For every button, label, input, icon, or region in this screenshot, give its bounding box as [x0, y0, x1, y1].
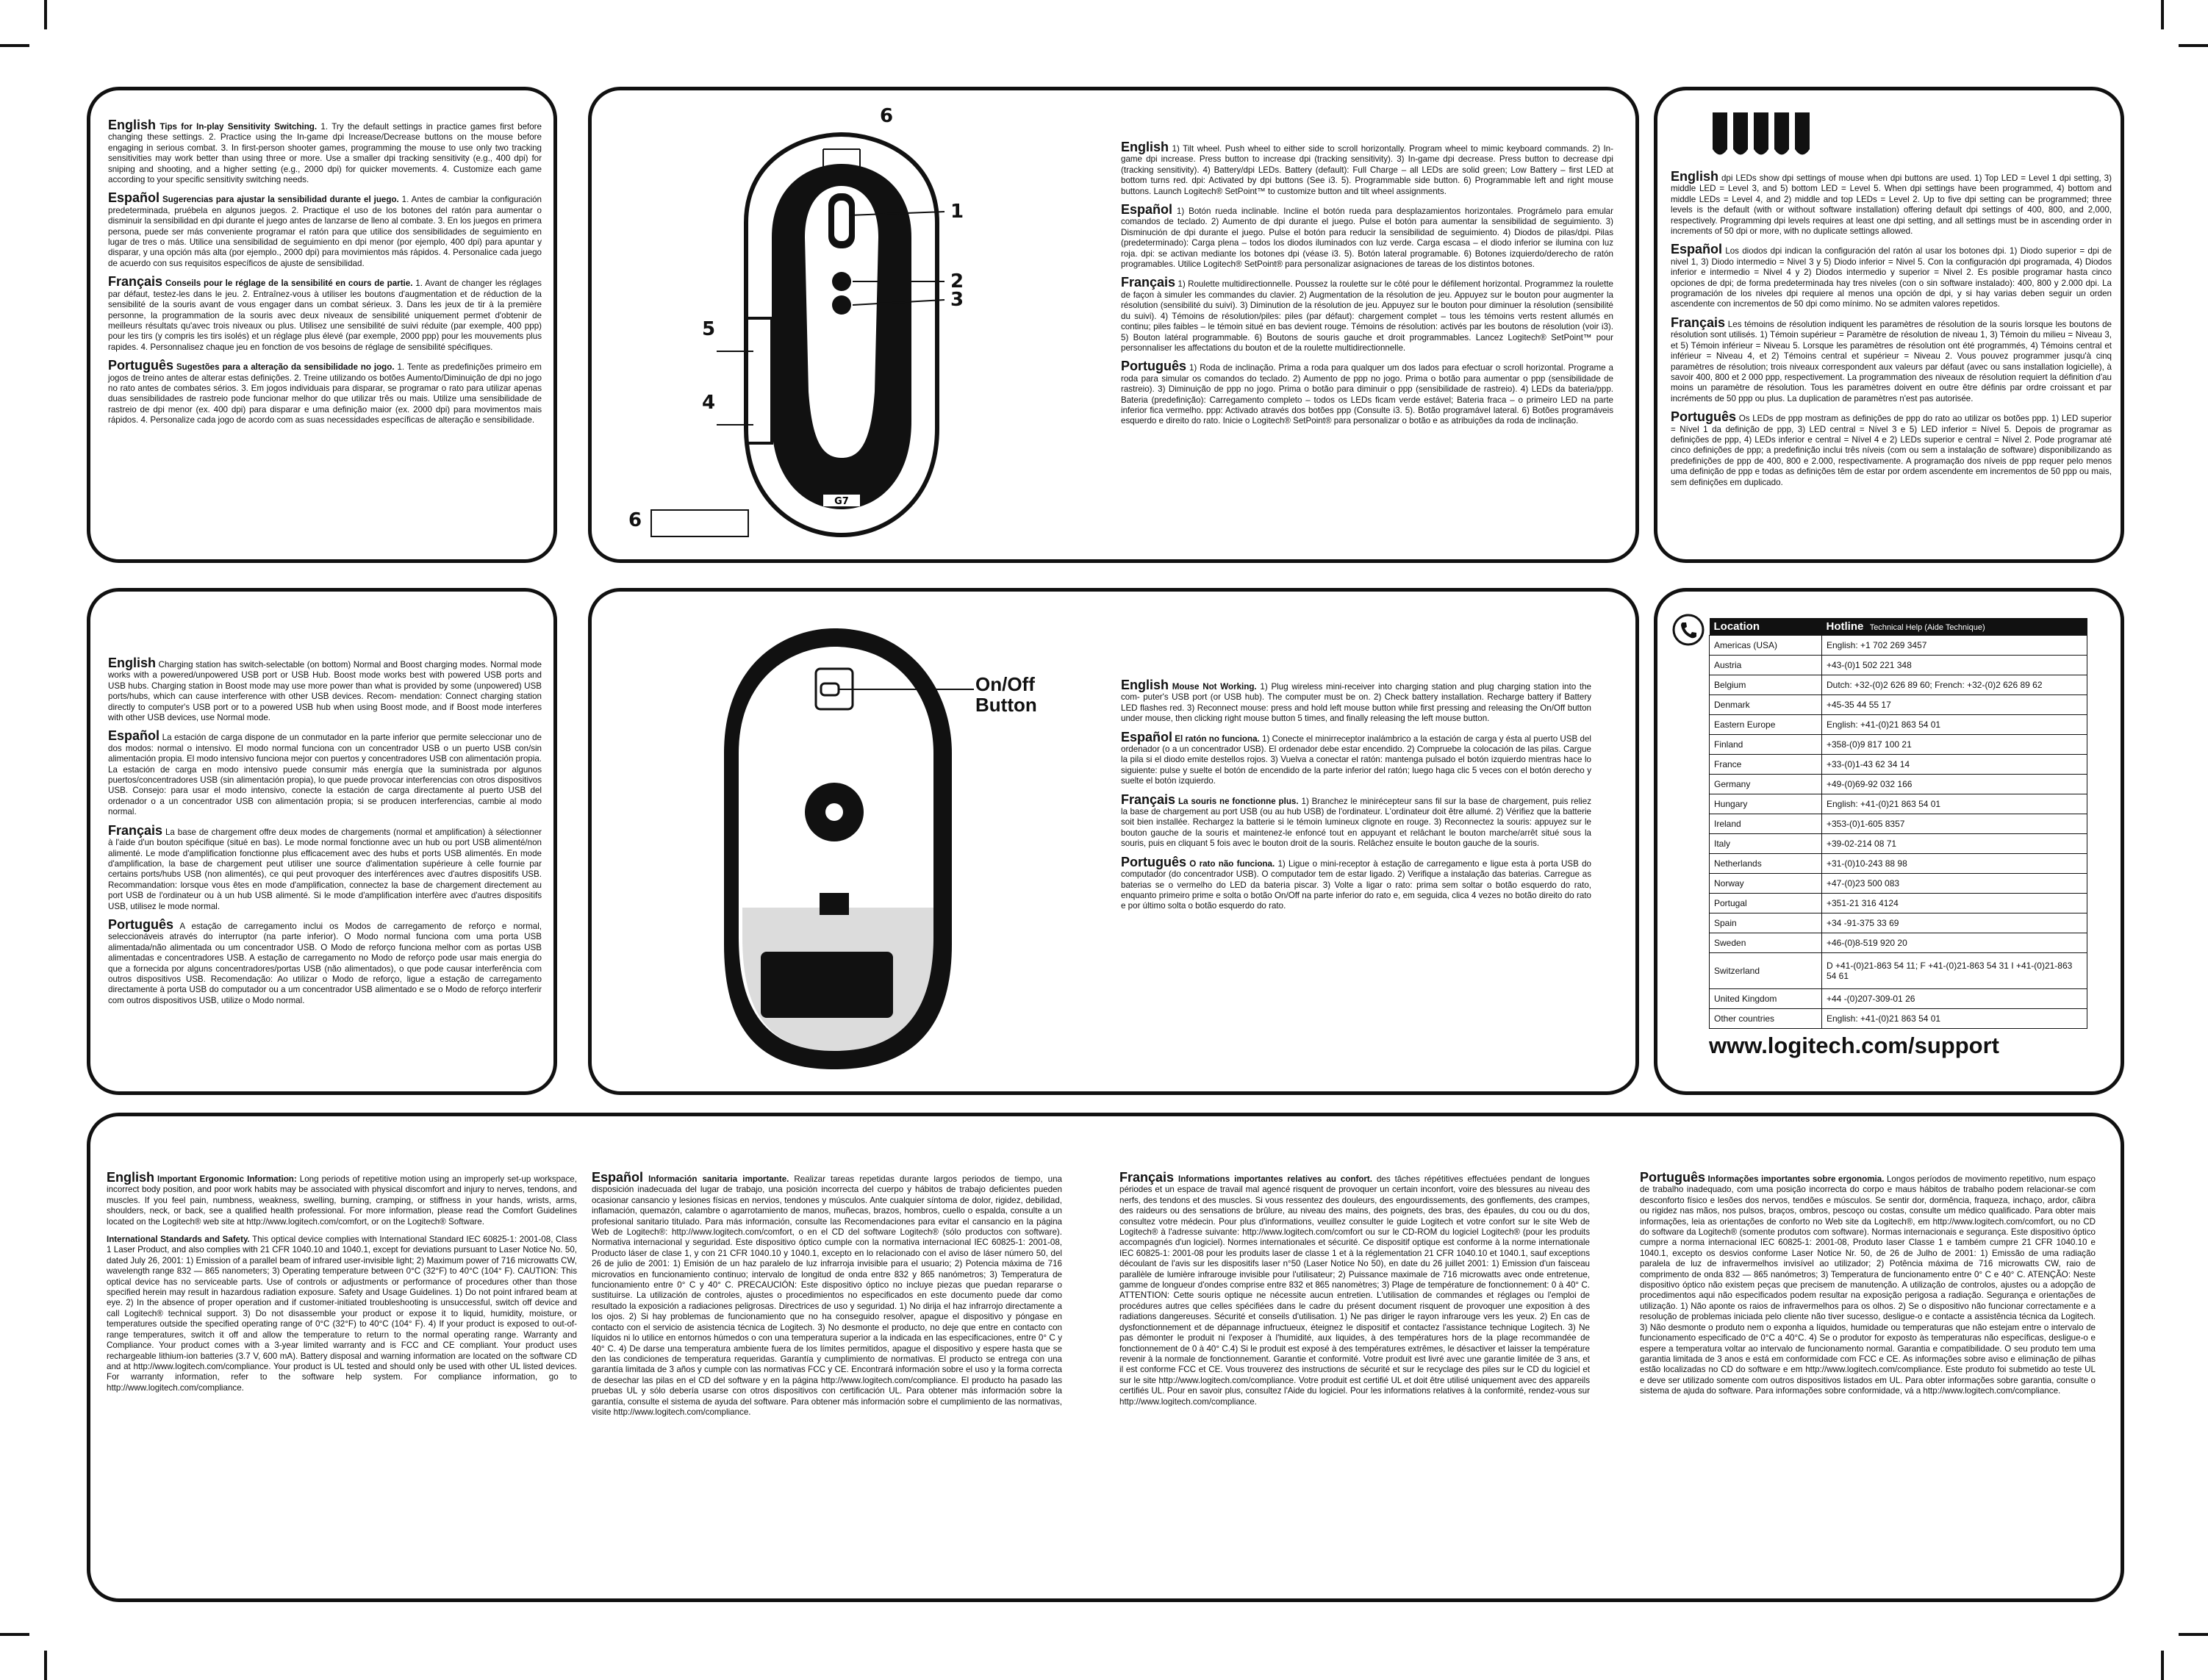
- lang-title: Français: [108, 822, 163, 838]
- lang-title: English: [108, 118, 157, 132]
- panel-ergonomic-safety: [87, 1113, 2124, 1602]
- panel-text: [1121, 142, 1613, 434]
- location-cell: Austria: [1710, 656, 1822, 675]
- mouse-top-illustration: [702, 112, 981, 553]
- phone-cell: +33-(0)1-43 62 34 14: [1822, 755, 2087, 775]
- section-body: This optical device complies with International Standard IEC 60825-1: 2001-08, Class 1 Laser Product, and also complies with 21 CFR 1040.10 and 1040.1, except for deviations pursuant to Laser Notice No. 50, dated July 26, 2001: 1) Emission of a parallel beam of infrared user-invisible light; 2) Maximum power of 716 microwatts CW, wavelength range 832 — 865 nanometers; 3) Operating temperature between 0°C (32°F) to 40°C (104° F). CAUTION: This optical device has no serviceable parts. Use of controls or adjustments or performance of procedures other than those specified herein may result in hazardous radiation exposure. Safety and Usage Guidelines. 1) Do not point infrared beam at eye. 2) In the absence of proper operation and if customer-initiated troubleshooting is unsuccessful, switch off device and call Logitech® technical support. 3) Do not disassemble your product or expose it to liquid, humidity, moisture, or temperatures outside the specified operating range of 0°C (32°F) to 40°C (104° F). 4) If your product is exposed to out-of-range temperatures, switch it off and allow the temperature to return to the normal operating range. Warranty and Compliance. Your product comes with a 3-year limited warranty and is FCC and CE compliant. Your product uses rechargeable lithium-ion batteries (3.7 V, 600 mA). Battery disposal and warning information are located on the software CD and at http://www.logitech.com/compliance. Your product is UL tested and should only be used with other UL listed devices. For warranty information, refer to the software help system. For compliance information, go to http://www.logitech.com/compliance.: [107, 1235, 577, 1393]
- section-body: La estación de carga dispone de un conmutador en la parte inferior que permite seleccionar uno de dos modos: normal o intensivo. El modo normal funciona con un concentrador USB o un puerto USB con/sin alimentación propia. El modo intensivo funciona mejor con puertos y concentradores USB con alimentación propia. La estación de carga en modo intensivo puede consumir más energía que la suministrada por algunos puertos/concentradores USB (sin alimentación propia), lo que puede provocar interferencias con otros dispositivos USB. Consejo: para usar el modo intensivo, conecte la estación de carga directamente al puerto USB del ordenador o a un concentrador USB con alimentación propia; si se producen interferencias, cambie al modo normal.: [108, 733, 542, 817]
- panel-text: [1640, 1172, 2096, 1404]
- section-body: Realizar tareas repetidas durante largos periodos de tiempo, una disposición inadecuada del lugar de trabajo, una posición incorrecta del cuerpo y hábitos de trabajo deficientes pueden ocasionar cansancio y lesiones físicas en nervios, tendones y músculos. Ante cualquier síntoma de dolor, rigidez, debilidad, inflamación, quemazón, calambre o agarrotamiento de manos, muñecas, brazos, hombros, cuello o espalda, consulte a un profesional sanitario titulado. Para más información, consulte las Recomendaciones para evitar el cansancio en la página Web de Logitech®: http://www.logitech.com/comfort, o en el CD del software Logitech® (sólo productos con software). Normativa internacional y seguridad. Este dispositivo óptico cumple con la normativa internacional IEC 60825-1: 2001-08, Producto láser de clase 1, y con 21 CFR 1040.10 y 1040.1, excepto en lo relacionado con el aviso de láser número 50, del 26 de julio de 2001: 1) Emisión de un haz paralelo de luz infrarroja invisible para el usuario; 2) Potencia máxima de 716 microvatios en funcionamiento continuo; intervalo de longitud de onda entre 832 y 865 nanómetros; 3) Temperatura de funcionamiento entre 0° C y 40° C. PRECAUCIÓN: Este dispositivo óptico no incluye piezas que puedan repararse o sustituirse. La utilización de controles, ajustes o procedimientos no especificados en este documento puede dar como resultado la exposición a radiaciones peligrosas. Directrices de uso y seguridad. 1) No dirija el haz infrarrojo directamente a los ojos. 2) Si hay problemas de funcionamiento que no ha conseguido resolver, apague el dispositivo y póngase en contacto con el servicio de asistencia técnica de Logitech. 3) No desmonte el producto, no deje que entre en contacto con líquidos ni lo utilice en entornos húmedos o con una temperatura superior a la indicada en las especificaciones, entre 0° C y 40° C. 4) De darse una temperatura ambiente fuera de los límites permitidos, apague el dispositivo y espere hasta que se den las condiciones de temperatura requeridas. Garantía y cumplimiento de normativas. El producto se entrega con una garantía limitada de 3 años y cumple con las normativas FCC y CE. Encontrará información sobre el uso y la forma correcta de desechar las pilas en el CD del software y en la página http://www.logitech.com/compliance. El producto ha pasado las pruebas UL y sólo debería usarse con otros dispositivos con certificación UL. Para obtener más información sobre la garantía, consulte el sistema de ayuda del software. Para obtener más información sobre el cumplimiento de las normativas, visite http://www.logitech.com/compliance.: [592, 1174, 1062, 1417]
- section-body: Longos períodos de movimento repetitivo, num espaço de trabalho inadequado, com uma posição incorrecta do corpo e maus hábitos de trabalho podem relacionar-se com desconforto físico e lesões dos nervos, tendões e músculos. Se sentir dor, dormência, fraqueza, inchaço, ardor, cãibra ou rigidez nas mãos, nos pulsos, braços, ombros, pescoço ou costas, consulte um médico qualificado. Para obter mais informações, leia as orientações de conforto no Web site da Logitech®, em http://www.logitech.com/comfort, ou no CD do software da Logitech® (somente produtos com software). Normas internacionais e segurança. Este dispositivo óptico cumpre a norma internacional IEC 60825-1: 2001-08, Produto laser Classe 1 e também cumpre 21 CFR 1040.10 e 1040.1, excepto os desvios conforme Laser Notice Nr. 50, de 26 de Julho de 2001: 1) Emissão de uma radiação paralela de luz de infravermelhos invisível ao utilizador; 2) Potência máxima de 716 microwatts CW, raio de comprimento de onda 832 — 865 nanómetros; 3) Temperatura de funcionamento entre 0° C e 40° C. ATENÇÃO: Neste dispositivo óptico não existem peças que precisem de manutenção. A utilização de controlos, ajustes ou a adopção de procedimentos aqui não especificados podem resultar na exposição perigosa a radiação. Segurança e orientações de utilização. 1) Não aponte os raios de infravermelhos para os olhos. 2) Se o dispositivo não funcionar correctamente e a resolução de problemas iniciada pelo cliente não tiver sucesso, desligue-o e contacte a assistência técnica da Logitech. 3) Não desmonte o produto nem o exponha a líquidos, humidade ou temperaturas que não estejam entre o intervalo de funcionamento especificado de 0°C a 40°C. 4) Se o produtor for exposto às temperaturas não específicas, desligue-o e espere a temperatura voltar ao intervalo de funcionamento normal. Garantia e compatibilidade. O seu produto tem uma garantia limitada de 3 anos e está em conformidade com FCC e CE. As informações sobre aviso e eliminação de pilhas estão localizadas no CD do software e em http://www.logitech.com/compliance. Este produto foi submetido ao teste UL e deve ser utilizado somente com outros dispositivos listados em UL. Para obter informações sobre garantia, consulte o sistema de ajuda do software. Para informações sobre conformidade, vá a http://www.logitech.com/compliance.: [1640, 1174, 2096, 1396]
- callout-1: 1: [950, 201, 964, 223]
- table-row: [1710, 834, 2087, 854]
- table-row: [1710, 894, 2087, 913]
- location-cell: United Kingdom: [1710, 989, 1822, 1009]
- table-row: [1710, 814, 2087, 834]
- location-cell: Spain: [1710, 913, 1822, 933]
- phone-cell: +44 -(0)207-309-01 26: [1822, 989, 2087, 1009]
- table-row: [1710, 989, 2087, 1009]
- location-cell: Portugal: [1710, 894, 1822, 913]
- phone-cell: +49-(0)69-92 032 166: [1822, 775, 2087, 794]
- panel-text: [1671, 171, 2112, 495]
- panel-text: [108, 120, 542, 434]
- phone-cell: +46-(0)8-519 920 20: [1822, 933, 2087, 953]
- section-subtitle: Sugerencias para ajustar la sensibilidad durante el juego.: [162, 195, 399, 205]
- lang-title: Español: [1671, 242, 1723, 257]
- support-url[interactable]: www.logitech.com/support: [1709, 1033, 1999, 1058]
- section-body: 1) Conecte el minirreceptor inalámbrico a la estación de carga y ésta al puerto USB del ordenador (o a un concentrador USB). El ordenador debe estar encendido. 2) Compruebe la colocación de las pilas. Cargue la pila si el diodo emite destellos rojos. 3) Vuelva a conectar el ratón: mantenga pulsado el botón izquierdo mientras hace lo siguiente: pulse y suelte el botón de encendido de la parte inferior del ratón; luego haga clic 5 veces con el botón derecho y suelte el botón izquierdo.: [1121, 733, 1592, 786]
- location-cell: Finland: [1710, 735, 1822, 755]
- location-cell: Italy: [1710, 834, 1822, 854]
- location-cell: Ireland: [1710, 814, 1822, 834]
- table-header-row: [1710, 618, 2087, 636]
- section-body: 1. Tente as predefinições primeiro em jogos de treino antes de alterar estas definições. 2. Treine utilizando os botões Aumento/Diminuição de dpi no jogo no rato antes de combates sérios. 3. Em jogos individuais para disparar, se programar o rato para utilizar apenas duas sensibilidades de rastreio pode funcionar melhor do que utilizar três ou mais. Utilize uma sensibilidade de rastreio de dpi menor (ex. 400 dpi) para disparar e uma definição maior (ex. 2000 dpi) para movimentos mais rápidos. 4. Personalize cada jogo de acordo com as suas necessidades específicas de alteração e sensibilidade.: [108, 362, 542, 426]
- section-subtitle: Informations importantes relatives au confort.: [1178, 1174, 1373, 1184]
- hotline-header-title: Hotline: [1826, 620, 1864, 633]
- location-cell: Denmark: [1710, 695, 1822, 715]
- callout-3: 3: [950, 289, 964, 311]
- callout-2: 2: [950, 270, 964, 292]
- lang-title: Español: [1121, 202, 1173, 218]
- section-body: A estação de carregamento inclui os Modos de carregamento de reforço e normal, seleccionáveis através do interruptor (na parte inferior). O Modo normal funciona com uma porta USB alimentada/não alimentada ou um concentrador USB. O Modo de reforço funciona melhor com as portas USB alimentadas e concentradores USB. A estação de carregamento no Modo de reforço pode usar mais energia do que a fornecida por alguns concentradores/portas USB (não alimentados), o que pode causar interferência com outros dispositivos USB. Recomendação: Ao utilizar o Modo de reforço, ligue a estação de carregamento directamente à porta USB do computador ou a um concentrador USB alimentado e se o Modo de reforço interferir com outros dispositivos USB, utilize o Modo normal.: [108, 921, 542, 1005]
- callout-6-bottom: 6: [628, 509, 642, 531]
- phone-cell: +351-21 316 4124: [1822, 894, 2087, 913]
- lang-title: Français: [1121, 275, 1176, 290]
- phone-cell: English: +41-(0)21 863 54 01: [1822, 1009, 2087, 1029]
- panel-mouse-features: [588, 87, 1639, 563]
- section-subtitle: Tips for In-play Sensitivity Switching.: [159, 122, 318, 132]
- location-cell: Americas (USA): [1710, 636, 1822, 656]
- table-row: [1710, 874, 2087, 894]
- table-row: [1710, 656, 2087, 675]
- section-body: Charging station has switch-selectable (on bottom) Normal and Boost charging modes. Normal mode works with a powered/unpowered USB port or USB Hub. Boost mode works best with powered USB ports and USB hubs. Charging station in Boost mode may use more power than what is provided by some (unpowered) USB ports/hubs, which can cause interference with other USB devices. Recom- mendation: Connect charging station directly to computer's USB port or to a powered USB hub when using Boost mode, and if Boost mode interferes with other USB devices, use Normal mode.: [108, 660, 542, 723]
- crop-mark: [0, 44, 29, 47]
- table-row: [1710, 775, 2087, 794]
- location-cell: Hungary: [1710, 794, 1822, 814]
- section-body: 1) Tilt wheel. Push wheel to either side to scroll horizontally. Program wheel to mimic keyboard commands. 2) In-game dpi increase. Press button to increase dpi (tracking sensitivity). 3) In-game dpi decrease. Press button to decrease dpi (tracking sensitivity). 4) Battery/dpi LEDs. Battery (default): Full Charge – all LEDs are solid green; Low Battery – first LED at bottom turns red. dpi: Activated by dpi buttons (See i3. 5). Programmable side button. 6) Programmable left and right mouse buttons. Launch Logitech® SetPoint™ to customize button and tilt wheel assignments.: [1121, 144, 1613, 196]
- table-row: [1710, 854, 2087, 874]
- section-subtitle: Conseils pour le réglage de la sensibilité en cours de partie.: [165, 279, 413, 289]
- crop-mark: [2161, 1651, 2164, 1680]
- section-subtitle: International Standards and Safety.: [107, 1235, 250, 1245]
- phone-cell: English: +1 702 269 3457: [1822, 636, 2087, 656]
- phone-cell: +31-(0)10-243 88 98: [1822, 854, 2087, 874]
- phone-cell: +358-(0)9 817 100 21: [1822, 735, 2087, 755]
- table-row: [1710, 933, 2087, 953]
- panel-hotline: [1654, 588, 2124, 1095]
- location-header: Location: [1710, 618, 1822, 636]
- lang-title: English: [108, 656, 157, 670]
- hotline-table-body: [1710, 636, 2087, 1029]
- hotline-header: [1822, 618, 2087, 636]
- dpi-led-icons: [1709, 105, 1819, 164]
- callout-6-top: 6: [880, 105, 894, 127]
- lang-title: Français: [1119, 1170, 1175, 1185]
- panel-text: [108, 658, 542, 1013]
- section-body: 1) Botón rueda inclinable. Incline el botón rueda para desplazamientos horizontales. Prográmelo para emular comandos de teclado. 2) Aumento de dpi durante el juego. Pulse el botón para aumentar la sensibilidad de seguimiento. 3) Disminución de dpi durante el juego. Pulse el botón para reducir la sensibilidad de seguimiento. 4) Diodos de pilas/dpi. Pilas (predeterminado): Carga plena – todos los diodos iluminados con luz verde. Carga escasa – el diodo inferior se ilumina con luz roja. dpi: se activan mediante los botones dpi (véase i3. 5). Botón lateral programable. 6) Botones izquierdo/derecho de ratón programables. Utilice Logitech® SetPoint® para personalizar asignaciones de tareas de los distintos botones.: [1121, 207, 1613, 270]
- section-subtitle: La souris ne fonctionne plus.: [1178, 796, 1299, 806]
- battery-led-strip: [650, 509, 749, 537]
- location-cell: Eastern Europe: [1710, 715, 1822, 735]
- section-body: Los diodos dpi indican la configuración del ratón al usar los botones dpi. 1) Diodo superior = dpi de nivel 1, 3) Diodo intermedio = Nivel 3 y 5) Diodo inferior = Nivel 5. Con la configuración dpi programada, 4) Diodos inferior e intermedio = Nivel 4 y 2) Diodos intermedio y superior = Nivel 2. Es posible programar hasta cinco opciones de dpi; de forma predeterminada hay tres niveles (con o sin software instalado): 400, 800 y 2.000 dpi. La programación de los niveles dpi requiere al menos una opción de dpi, y si hay varias deben seguir un orden ascendente con incrementos de 50 dpi como mínimo. No se admiten valores repetidos.: [1671, 246, 2112, 309]
- lang-title: English: [1121, 678, 1169, 692]
- section-body: Les témoins de résolution indiquent les paramètres de résolution de la souris lorsque les boutons de résolution sont utilisés. 1) Témoin supérieur = Paramètre de résolution de niveau 1, 3) Témoin du milieu = Niveau 3, et 5) Témoin inférieur = Niveau 5. Lorsque les paramètres de résolution ont été programmés, 4) Témoins central et inférieur = Niveau 4, et 2) Témoins central et supérieur = Niveau 2. Vous pouvez programmer jusqu'à cinq paramètres de résolution; trois niveaux correspondent aux valeurs par défaut (avec ou sans installation logicielle), à savoir 400, 800 et 2 000 ppp, respectivement. La programmation des niveaux de résolution requiert la définition d'au moins un paramètre de résolution. Tous les paramètres doivent en outre être définis par ordre croissant et par incréments de 50 ppp ou plus. La duplication de paramètres n'est pas autorisée.: [1671, 319, 2112, 403]
- location-cell: Belgium: [1710, 675, 1822, 695]
- phone-cell: English: +41-(0)21 863 54 01: [1822, 794, 2087, 814]
- location-cell: Netherlands: [1710, 854, 1822, 874]
- lang-title: Español: [1121, 729, 1173, 744]
- section-subtitle: Mouse Not Working.: [1172, 682, 1257, 692]
- section-subtitle: Sugestões para a alteração da sensibilidade no jogo.: [176, 362, 395, 373]
- section-body: 1. Antes de cambiar la configuración predeterminada, pruébela en algunos juegos. 2. Practique el uso de los botones del ratón para aumentar o disminuir la sensibilidad en dpi durante el juego antes de lanzarse de lleno al combate. 3. En los juegos en primera persona, puede ser más conveniente programar el ratón para que utilice dos sensibilidades de seguimiento en lugar de tres o más. Utilice una sensibilidad de seguimiento en dpi menor (por ejemplo, 400 dpi) para apuntar y disparar, y una opción más alta (por ejemplo., 2000 dpi) para movimientos más rápidos. 4. Personalice cada juego de acuerdo con sus requisitos específicos de ajuste de sensibilidad.: [108, 195, 542, 268]
- table-row: [1710, 953, 2087, 989]
- phone-cell: +47-(0)23 500 083: [1822, 874, 2087, 894]
- lang-title: English: [1671, 169, 1719, 184]
- section-body: 1) Ligue o mini-receptor à estação de carregamento e ligue esta à porta USB do computador (do concentrador USB). O computador tem de estar ligado. 2) Verifique a instalação das baterias. Carregue as baterias se o vermelho do LED da bateria piscar. 3) Volte a ligar o rato: prima sem soltar o botão esquerdo do rato, enquanto primeiro prime e solta o botão On/Off na parte inferior do rato e, em seguida, clica 4 vezes no botão direito do rato e por último solta o botão esquerdo do rato.: [1121, 858, 1591, 911]
- crop-mark: [0, 1633, 29, 1636]
- section-subtitle: El ratón no funciona.: [1175, 733, 1260, 744]
- lang-title: Português: [1121, 359, 1187, 374]
- phone-cell: +43-(0)1 502 221 348: [1822, 656, 2087, 675]
- callout-5: 5: [702, 318, 716, 340]
- lang-title: Español: [108, 190, 160, 206]
- phone-cell: +39-02-214 08 71: [1822, 834, 2087, 854]
- lang-title: Português: [1121, 854, 1187, 869]
- tech-help-header: Technical Help (Aide Technique): [1869, 623, 1985, 632]
- location-cell: Germany: [1710, 775, 1822, 794]
- crop-mark: [44, 0, 47, 29]
- mouse-model-label: G7: [834, 496, 849, 507]
- table-row: [1710, 913, 2087, 933]
- section-body: 1) Branchez le minirécepteur sans fil sur la base de chargement, puis reliez la base de chargement au port USB (ou au hub USB) de l'ordinateur. L'ordinateur doit être allumé. 2) Vérifiez que la batterie soit bien installée. Rechargez la batterie si le témoin lumineux clignote en rouge. 3) Reconnectez la souris: appuyez sur le bouton gauche de la souris et maintenez-le enfoncé tout en appuyant et relâchant le bouton marche/arrêt situé sous la souris, puis en cliquant 5 fois avec le bouton droit de la souris. Relâchez ensuite le bouton gauche de la souris.: [1121, 796, 1592, 849]
- phone-icon: [1672, 614, 1705, 646]
- section-body: 1. Avant de changer les réglages par défaut, testez-les dans le jeu. 2. Entraînez-vous à utiliser les boutons d'augmentation et de réduction de la sensibilité de la souris avant de vous engager dans un combat sérieux. 3. Dans les jeux de tir à la première personne, la programmation de la souris avec deux niveaux de sensibilité uniquement permet d'obtenir de meilleurs résultats qu'avec trois niveaux ou plus. Utilisez une sensibilité de suivi réduite (par exemple, 400 ppp) pour les tirs (y compris les tirs isolés) et un réglage plus élevé (par exemple, 2000 ppp) pour les mouvements plus rapides. 4. Personnalisez chaque jeu en fonction de vos besoins de réglage de sensibilité spécifiques.: [108, 279, 542, 352]
- table-row: [1710, 695, 2087, 715]
- section-body: 1) Roulette multidirectionnelle. Poussez la roulette sur le côté pour le défilement horizontal. Programmez la roulette de façon à simuler les commandes du clavier. 2) Augmentation de la résolution de jeu. Appuyez sur le bouton pour augmenter la résolution (sensibilité du suivi). 3) Diminution de la résolution de jeu. Appuyez sur le bouton pour diminuer la résolution (sensibilité du suivi). 4) Témoins de résolution/piles: piles (par défaut): chargement complet – tous les témoins verts restent allumés en continu; piles faibles – le témoin situé en bas devient rouge. Témoins de résolution: activés par les boutons de résolution (voir i3). 5) Bouton latéral programmable. 6) Boutons de souris gauche et droit programmables. Lancez Logitech® SetPoint™ pour personnaliser les affectations du bouton et de la roulette multidirectionnelle.: [1121, 279, 1613, 353]
- table-row: [1710, 675, 2087, 695]
- panel-sensitivity-tips: [87, 87, 557, 563]
- section-subtitle: O rato não funciona.: [1189, 858, 1275, 869]
- panel-troubleshooting: [588, 588, 1639, 1095]
- onoff-button-label: On/Off Button: [975, 673, 1037, 716]
- lang-title: Español: [108, 728, 160, 744]
- phone-cell: +353-(0)1-605 8357: [1822, 814, 2087, 834]
- section-body: 1. Try the default settings in practice games first before changing these settings. 2. Practice using the In-game dpi Increase/Decrease buttons on the mouse before engaging in serious combat. 3. In first-person shooter games, programming the mouse to use only two tracking sensitivities may work better than using three or more. Use a smaller dpi tracking sensitivity (e.g., 400 dpi) for sniping and shooting, and a higher setting (e.g., 2000 dpi) for quicker movements. 4. Customize each game according to your specific sensitivity switching needs.: [108, 122, 542, 185]
- section-body: Os LEDs de ppp mostram as definições de ppp do rato ao utilizar os botões ppp. 1) LED superior = Nível 1 da definição de ppp, 3) LED central = Nível 3 e 5) LED inferior = Nível 5. Depois de programar as definições de ppp, 4) LEDs inferior e central = Nível 4 e 2) LEDs superior e central = Nível 2. Pode programar até cinco definições de ppp; a predefinição inclui três níveis (com ou sem a instalação de software) disponibilizando as predefinições de ppp de 400, 800 e 2.000, respectivamente. A programação dos níveis de ppp requer pelo menos uma definição de ppp e todas as definições têm de estar por ordem ascendente em incrementos de 50 ppp ou mais, sem definições em duplicado.: [1671, 414, 2112, 487]
- lang-title: Español: [592, 1170, 644, 1185]
- section-subtitle: Informações importantes sobre ergonomia.: [1707, 1174, 1885, 1184]
- panel-text: [592, 1172, 1062, 1425]
- location-cell: Sweden: [1710, 933, 1822, 953]
- lang-title: Français: [1671, 315, 1726, 330]
- lang-title: English: [107, 1170, 155, 1185]
- panel-dpi-leds: [1654, 87, 2124, 563]
- panel-text: [1121, 680, 1591, 919]
- lang-title: Português: [108, 358, 174, 373]
- phone-cell: +45-35 44 55 17: [1822, 695, 2087, 715]
- section-body: Long periods of repetitive motion using an improperly set-up workspace, incorrect body position, and poor work habits may be associated with physical discomfort and injury to nerves, tendons, and muscles. If you feel pain, numbness, weakness, swelling, burning, cramping, or stiffness in your hands, wrists, arms, shoulders, neck, or back, see a qualified health professional. For more information, please read the Comfort Guidelines located on the Logitech® web site at http://www.logitech.com/comfort, or on the Logitech® Software.: [107, 1174, 577, 1227]
- crop-mark: [44, 1651, 47, 1680]
- lang-title: Português: [1671, 409, 1737, 425]
- crop-mark: [2179, 44, 2208, 47]
- hotline-table: [1709, 618, 2087, 1029]
- table-row: [1710, 715, 2087, 735]
- location-cell: Other countries: [1710, 1009, 1822, 1029]
- location-cell: Norway: [1710, 874, 1822, 894]
- crop-mark: [2161, 0, 2164, 29]
- phone-cell: D +41-(0)21-863 54 11; F +41-(0)21-863 54 31 I +41-(0)21-863 54 61: [1822, 953, 2087, 989]
- section-body: La base de chargement offre deux modes de chargements (normal et amplification) à sélectionner à l'aide d'un bouton spécifique (situé en bas). Le mode normal fonctionne avec un hub ou port USB alimenté/non alimenté. Le mode d'amplification fonctionne plus efficacement avec des hubs et ports USB alimentés. En mode d'amplification, la base de chargement peut utiliser une source d'alimentation supérieure à celle fournie par certains ports/hubs USB (non alimentés), ce qui peut provoquer des interférences avec d'autres dispositifs USB. Recommandation: lorsque vous êtes en mode d'amplification, connectez la base de chargement directement au port USB de l'ordinateur ou à un hub USB alimenté. Si le mode d'amplification interfère avec d'autres dispositifs USB, utilisez le mode normal.: [108, 827, 542, 911]
- table-row: [1710, 794, 2087, 814]
- table-row: [1710, 755, 2087, 775]
- table-row: [1710, 735, 2087, 755]
- lang-title: Français: [1121, 791, 1176, 807]
- section-body: des tâches répétitives effectuées pendant de longues périodes et un espace de travail mal agencé risquent de provoquer un certain inconfort, voire des blessures au niveau des nerfs, des tendons et des muscles. Si vous ressentez des douleurs, des engourdissements, des gonflements, des crampes, des raideurs ou des sensations de brûlure, au niveau des mains, des poignets, des bras, des épaules, du cou ou du dos, consultez votre médecin. Pour plus d'informations, veuillez consulter le guide Logitech et votre confort sur le site Web de Logitech® à l'adresse suivante: http://www.logitech.com/comfort ou sur le CD-ROM du logiciel Logitech® (pour les produits accompagnés d'un logiciel). Normes internationales et sécurité. Ce dispositif optique est conforme à la norme internationale IEC 60825-1: 2001-08 pour les produits laser de classe 1 et à la réglementation 21 CFR 1040.10 et 1040.1, sauf exceptions découlant de l'avis sur les dispositifs laser n°50 (Laser Notice No 50), en date du 26 juillet 2001: 1) Emission d'un faisceau parallèle de lumière infrarouge invisible pour l'utilisateur; 2) Puissance maximale de 716 microwatts avec onde entretenue, gamme de longueur d'ondes comprise entre 832 et 865 nanomètres; 3) Plage de température de fonctionnement: 0 à 40° C. ATTENTION: Cette souris optique ne nécessite aucun entretien. L'utilisation de commandes et réglages ou l'emploi de procédures autres que celles spécifiées dans le cadre du présent document risquent de provoquer une exposition à des radiations dangereuses. Sécurité et conseils d'utilisation. 1) Ne pas diriger le rayon infrarouge vers les yeux. 2) En cas de dysfonctionnement et de dépannage infructueux, éteignez le dispositif et contactez l'assistance technique Logitech. 3) Ne pas démonter le produit ni l'exposer à l'humidité, aux liquides, à des températures hors de la plage recommandée de fonctionnement de 0 à 40° C.4) Si le produit est exposé à des températures extrêmes, le désactiver et laisser la température revenir à la normale de fonctionnement. Garantie et conformité. Votre produit est livré avec une garantie limitée de 3 ans, et il est conforme FCC et CE. Vous trouverez des instructions de sécurité et sur le recyclage des piles sur le CD du logiciel et sur le site http://www.logitech.com/compliance. Votre produit est certifié UL et doit être utilisé uniquement avec des appareils certifiés UL. Pour en savoir plus, consultez l'Aide du logiciel. Pour les informations relatives à la conformité, rendez-vous sur http://www.logitech.com/compliance.: [1119, 1174, 1590, 1407]
- location-cell: France: [1710, 755, 1822, 775]
- phone-cell: Dutch: +32-(0)2 626 89 60; French: +32-(0)2 626 89 62: [1822, 675, 2087, 695]
- panel-text: [107, 1172, 577, 1401]
- callout-4: 4: [702, 392, 716, 414]
- panel-text: [1119, 1172, 1590, 1415]
- section-body: 1) Roda de inclinação. Prima a roda para qualquer um dos lados para efectuar o scroll horizontal. Programe a roda para simular os comandos do teclado. 2) Aumento de ppp no jogo. Prima o botão para aumentar o ppp (sensibilidade de rastreio). 3) Diminuição de ppp no jogo. Prima o botão para diminuir o ppp (sensibilidade de rastreio). 4) LEDs da bateria/ppp. Bateria (predefinição): Carregamento completo – todos os LEDs ficam verde estável; Bateria fraca – o primeiro LED na parte inferior fica vermelho. ppp: Activado através dos botões ppp (Consulte i3. 5). Botão programável lateral. 6) Botões programáveis esquerdo e direito do rato. Inicie o Logitech® SetPoint® para personalizar o botão e as atribuições da roda de inclinação.: [1121, 363, 1613, 426]
- phone-cell: +34 -91-375 33 69: [1822, 913, 2087, 933]
- lang-title: English: [1121, 140, 1169, 154]
- section-subtitle: Información sanitaria importante.: [648, 1174, 789, 1184]
- mouse-bottom-illustration: [687, 614, 996, 1084]
- section-body: 1) Plug wireless mini-receiver into charging station and plug charging station into the com- puter's USB port (or USB hub). The computer must be on. 2) Check battery installation. Recharge battery if Battery LED flashes red. 3) Reconnect mouse: press and hold left mouse button while first pressing and releasing the On/Off button under mouse, then clicking right mouse button 5 times, and finally releasing the left mouse button.: [1121, 682, 1591, 724]
- table-row: [1710, 636, 2087, 656]
- lang-title: Português: [1640, 1170, 1706, 1185]
- crop-mark: [2179, 1633, 2208, 1636]
- lang-title: Português: [108, 916, 174, 932]
- phone-cell: English: +41-(0)21 863 54 01: [1822, 715, 2087, 735]
- table-row: [1710, 1009, 2087, 1029]
- location-cell: Switzerland: [1710, 953, 1822, 989]
- panel-charging-station: [87, 588, 557, 1095]
- section-subtitle: Important Ergonomic Information:: [157, 1174, 297, 1184]
- section-body: dpi LEDs show dpi settings of mouse when dpi buttons are used. 1) Top LED = Level 1 dpi setting, 3) middle LED = Level 3, and 5) bottom LED = Level 5. When dpi settings have been programmed, 4) bottom and middle LEDs = Level 4, and 2) middle and top LEDs = Level 2. Up to five dpi setting can be programmed; three levels is the default (with or without software installation) offering default dpi settings of 400, 800, and 2,000, respectively. Programming dpi levels requires at least one dpi setting, and all settings must be in ascending order in increments of 50 dpi or more, with no duplicate settings allowed.: [1671, 173, 2112, 237]
- lang-title: Français: [108, 274, 163, 290]
